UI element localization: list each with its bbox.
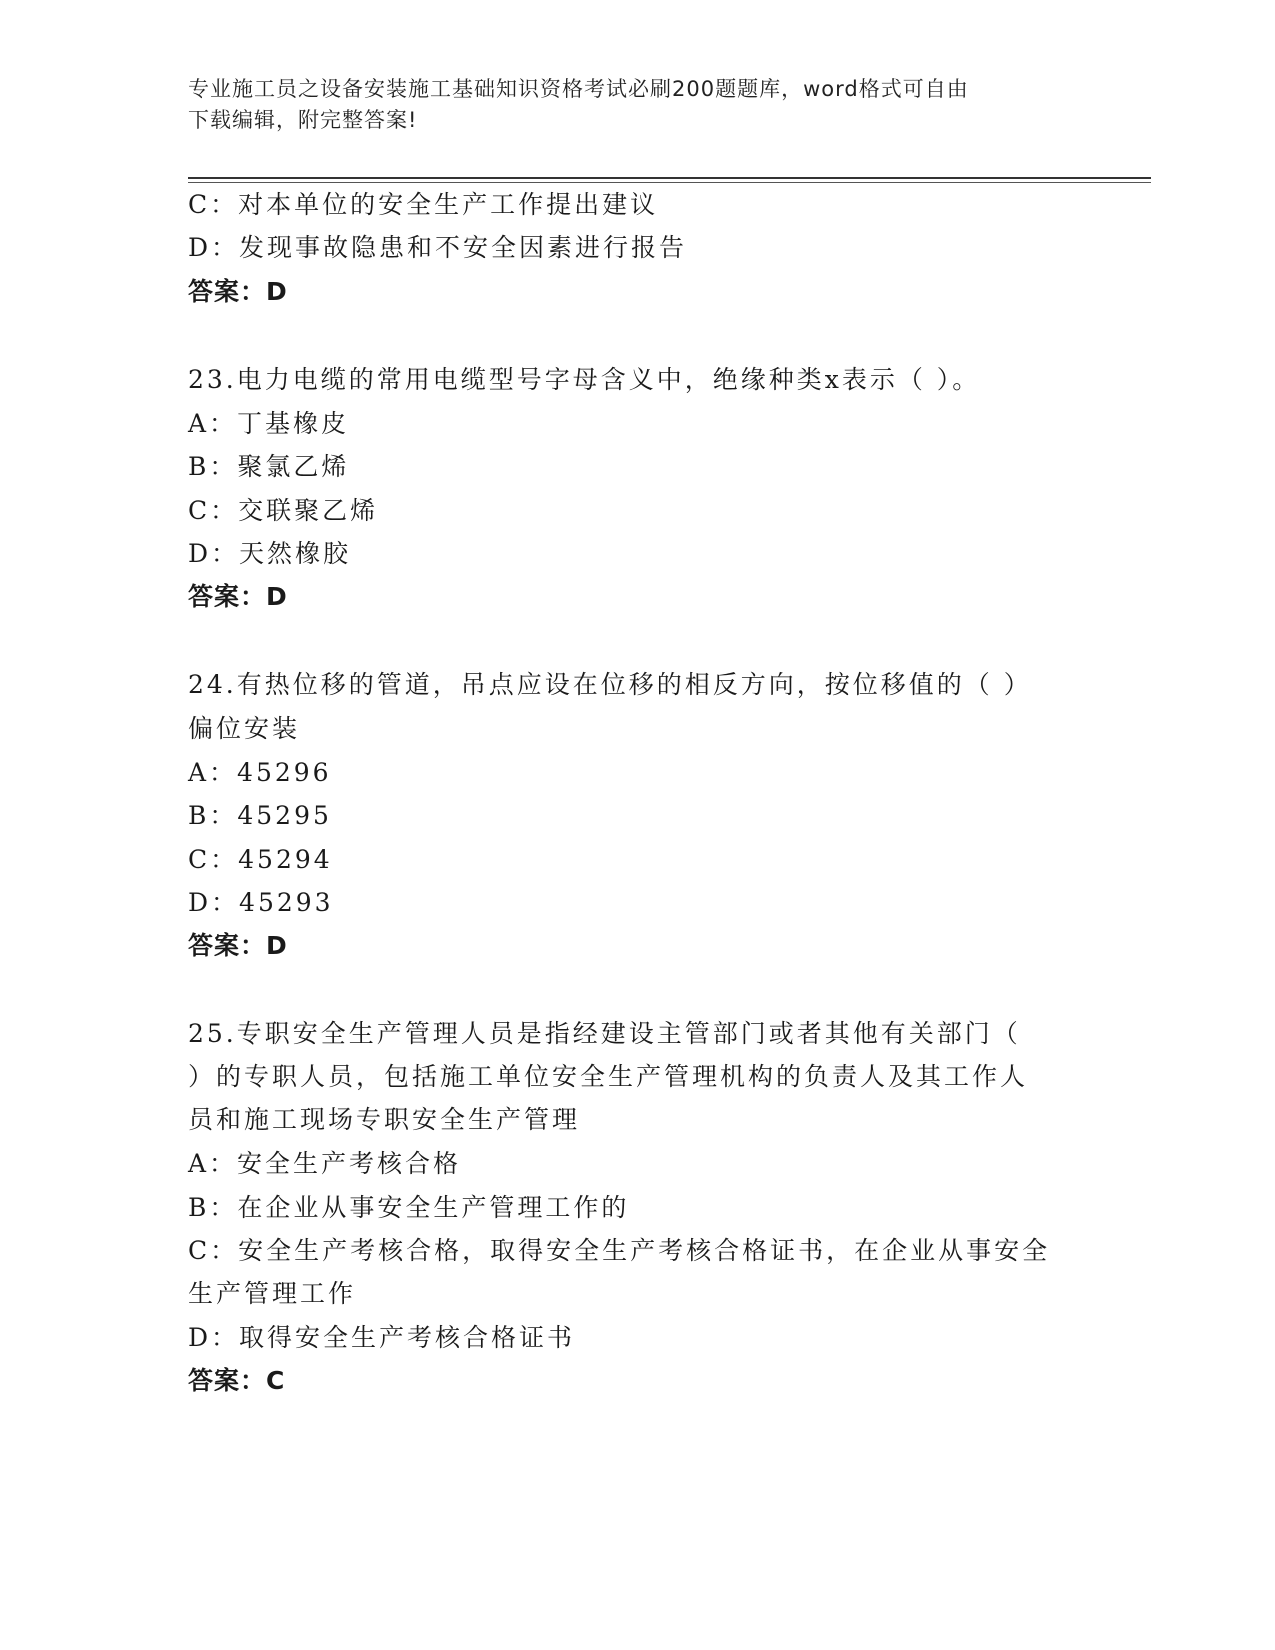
q25-answer: 答案：C — [188, 1366, 286, 1395]
document-header — [188, 74, 1088, 136]
q25-stem-line-2: ）的专职人员，包括施工单位安全生产管理机构的负责人及其工作人 — [188, 1062, 1029, 1091]
q23-option-b: B：聚氯乙烯 — [188, 452, 350, 481]
q25-option-b: B：在企业从事安全生产管理工作的 — [188, 1193, 630, 1222]
q24-stem-line-2: 偏位安装 — [188, 714, 301, 743]
header-line-2: 下载编辑，附完整答案! — [188, 108, 418, 132]
q25-stem-line-3: 员和施工现场专职安全生产管理 — [188, 1105, 581, 1134]
header-divider-thin — [188, 182, 1151, 183]
q24-option-b: B：45295 — [188, 801, 332, 830]
q24-answer: 答案：D — [188, 931, 288, 960]
prev-option-c: C：对本单位的安全生产工作提出建议 — [188, 190, 659, 219]
q25-option-c-line-1: C：安全生产考核合格，取得安全生产考核合格证书，在企业从事安全 — [188, 1236, 1051, 1265]
q23-answer: 答案：D — [188, 582, 288, 611]
q23-option-d: D：天然橡胶 — [188, 539, 352, 568]
q25-option-a: A：安全生产考核合格 — [188, 1149, 462, 1178]
prev-answer: 答案：D — [188, 277, 288, 306]
q23-option-a: A：丁基橡皮 — [188, 409, 350, 438]
q25-option-c-line-2: 生产管理工作 — [188, 1279, 357, 1308]
q24-option-d: D：45293 — [188, 888, 334, 917]
q25-stem-line-1: 25.专职安全生产管理人员是指经建设主管部门或者其他有关部门（ — [188, 1019, 1021, 1048]
q24-option-a: A：45296 — [188, 758, 332, 787]
header-line-1: 专业施工员之设备安装施工基础知识资格考试必刷200题题库，word格式可自由 — [188, 77, 969, 101]
q24-option-c: C：45294 — [188, 845, 333, 874]
q25-option-d: D：取得安全生产考核合格证书 — [188, 1323, 576, 1352]
prev-option-d: D：发现事故隐患和不安全因素进行报告 — [188, 233, 688, 262]
q24-stem-line-1: 24.有热位移的管道，吊点应设在位移的相反方向，按位移值的（ ） — [188, 670, 1032, 699]
header-divider-thick — [188, 177, 1151, 179]
q23-option-c: C：交联聚乙烯 — [188, 496, 379, 525]
q23-stem: 23.电力电缆的常用电缆型号字母含义中，绝缘种类x表示（ ）。 — [188, 365, 981, 394]
